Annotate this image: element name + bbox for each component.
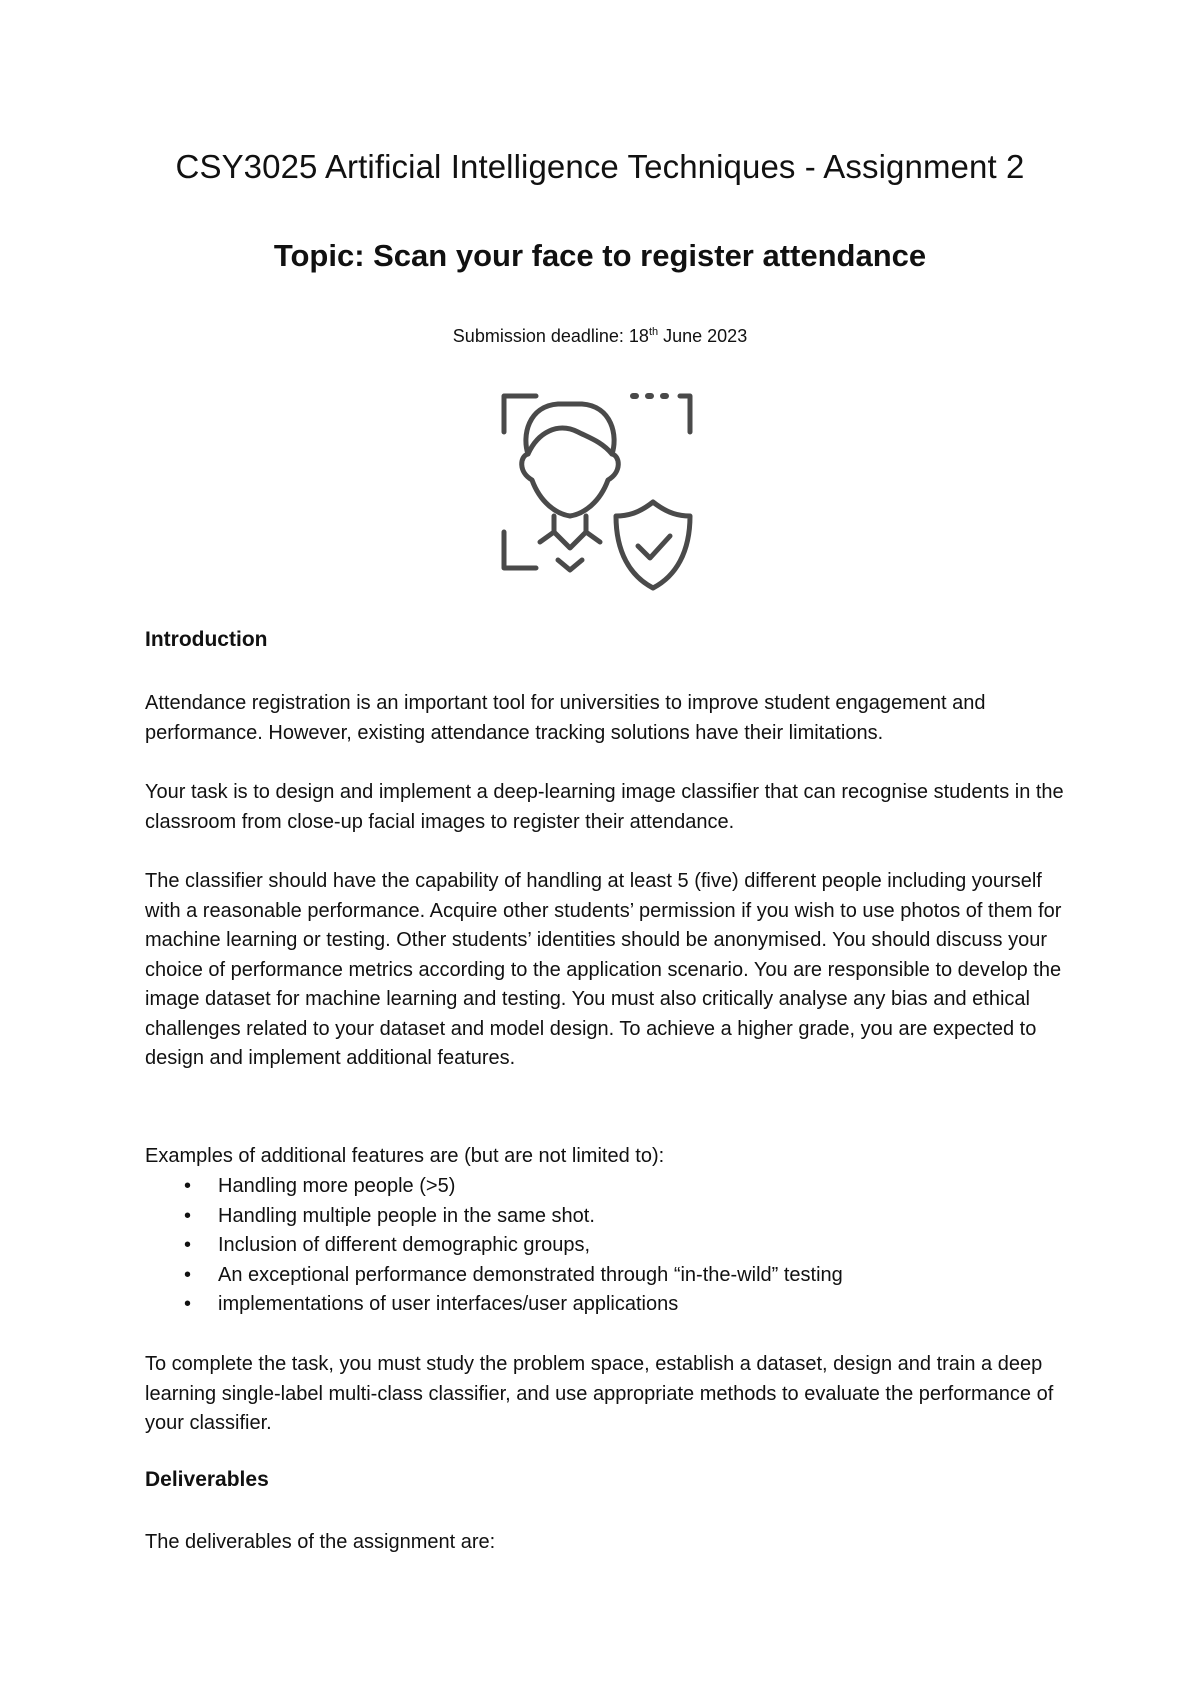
introduction-heading: Introduction	[145, 628, 268, 651]
list-item-text: Handling multiple people in the same shot.	[218, 1204, 595, 1227]
list-item-text: Handling more people (>5)	[218, 1175, 456, 1197]
list-item	[145, 1202, 1070, 1232]
bullet: •	[184, 1293, 192, 1315]
intro-paragraph-3: The classifier should have the capability of handling at least 5 (five) different people including yourself with a reasonable performance. Acquire other students’ permission if you wish to use photos of them for machine learning or testing. Other students’ identities should be anonymised. You should discuss your choice of performance metrics according to the application scenario. You are responsible to develop the image dataset for machine learning and testing. You must also critically analyse any bias and ethical challenges related to your dataset and model design. To achieve a higher grade, you are expected to design and implement additional features.	[145, 870, 1062, 1069]
list-item-text: Inclusion of different demographic groups,	[218, 1234, 591, 1256]
additional-features-list	[145, 1172, 1070, 1320]
list-item	[145, 1290, 1070, 1320]
intro-paragraph-4: To complete the task, you must study the problem space, establish a dataset, design and train a deep learning single-label multi-class classifier, and use appropriate methods to evaluate the performance of your classifier.	[145, 1353, 1054, 1434]
intro-paragraph-2: Your task is to design and implement a deep-learning image classifier that can recognise students in the classroom from close-up facial images to register their attendance.	[145, 781, 1064, 833]
bullet: •	[184, 1234, 192, 1256]
bullet: •	[184, 1204, 192, 1227]
deadline-prefix: Submission deadline: 18	[452, 326, 649, 346]
deadline-ordinal: th	[648, 326, 659, 338]
submission-deadline	[0, 326, 1200, 347]
bullet: •	[184, 1175, 192, 1197]
list-item-text: An exceptional performance demonstrated through “in-the-wild” testing	[218, 1263, 843, 1286]
face-scan-shield-check-icon	[498, 392, 710, 592]
page-title: CSY3025 Artificial Intelligence Techniques - Assignment 2	[175, 148, 1025, 185]
examples-intro: Examples of additional features are (but are not limited to):	[145, 1145, 665, 1167]
deliverables-heading: Deliverables	[145, 1468, 269, 1491]
topic-heading: Topic: Scan your face to register attendance	[273, 238, 927, 273]
bullet: •	[184, 1263, 192, 1286]
deadline-suffix: June 2023	[658, 326, 748, 346]
list-item-text: implementations of user interfaces/user applications	[218, 1293, 679, 1315]
deliverables-intro: The deliverables of the assignment are:	[145, 1531, 496, 1553]
list-item	[145, 1231, 1070, 1261]
intro-paragraph-1: Attendance registration is an important tool for universities to improve student engagement and performance. However, existing attendance tracking solutions have their limitations.	[145, 692, 986, 744]
list-item	[145, 1261, 1070, 1291]
list-item	[145, 1172, 1070, 1202]
